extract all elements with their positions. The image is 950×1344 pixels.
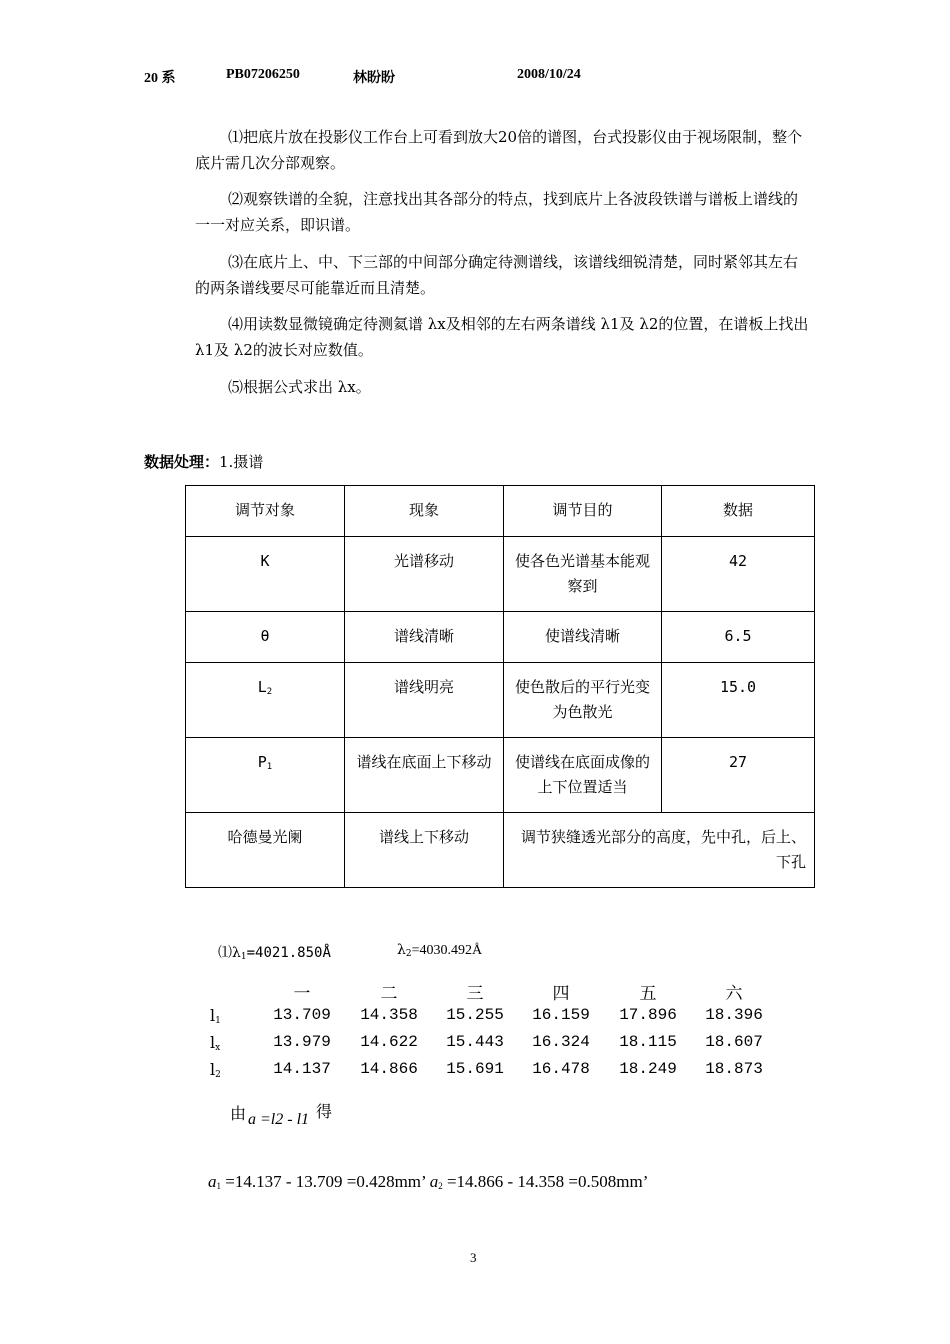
section-title: 数据处理： [144, 453, 220, 471]
reading-value: 16.324 [532, 1033, 590, 1051]
adjust-table [185, 485, 815, 888]
step-5: ⑸根据公式求出 λx。 [228, 378, 371, 396]
lambda-line [218, 942, 331, 962]
reading-value: 18.396 [705, 1006, 763, 1024]
table-cell-purpose: 使谱线在底面成像的上下位置适当 [504, 738, 662, 813]
section-heading [144, 451, 263, 472]
row-label: $l_1$ [210, 1006, 221, 1026]
column-header: 五 [639, 984, 657, 1004]
table-header: 现象 [345, 486, 504, 537]
table-cell-object [186, 738, 345, 813]
lambda2-value: =4030.492Å [411, 943, 483, 958]
section-subtitle: 1.摄谱 [219, 453, 264, 471]
object-subscript: 2 [266, 687, 273, 697]
a1-expression: =14.137 - 13.709 =0.428mm’ [225, 1172, 426, 1191]
lambda2-symbol: λ [397, 942, 406, 958]
step-2: ⑵观察铁谱的全貌，注意找出其各部分的特点，找到底片上各波段铁谱与谱板上谱线的一一对应关系，即识谱。 [195, 190, 799, 234]
table-cell-data: 27 [662, 738, 815, 813]
step-3: ⑶在底片上、中、下三部的中间部分确定待测谱线，该谱线细锐清楚，同时紧邻其左右的两条谱线要尽可能靠近而且清楚。 [195, 253, 799, 297]
table-row [186, 537, 815, 612]
a2-expression: =14.866 - 14.358 =0.508mm’ [446, 1172, 649, 1191]
calc-line [208, 1172, 648, 1192]
formula-de: 得 [316, 1102, 333, 1121]
lambda2-line [397, 942, 482, 959]
table-header: 调节目的 [504, 486, 662, 537]
reading-value: 14.622 [360, 1033, 418, 1051]
a1-label: a [208, 1172, 217, 1191]
lambda1-value: =4021.850Å [246, 945, 331, 961]
formula-you: 由 [230, 1104, 247, 1123]
a2-subscript: 2 [438, 1181, 443, 1191]
object-symbol: P [257, 753, 267, 771]
table-cell-object: K [186, 537, 345, 612]
table-cell-phenomenon: 光谱移动 [345, 537, 504, 612]
column-header: 一 [293, 984, 311, 1004]
table-cell-data: 42 [662, 537, 815, 612]
reading-value: 16.478 [532, 1060, 590, 1078]
lambda1-subscript: 1 [240, 952, 247, 962]
table-row [186, 738, 815, 813]
table-cell-phenomenon: 谱线清晰 [345, 612, 504, 663]
reading-value: 16.159 [532, 1006, 590, 1024]
table-cell-object: θ [186, 612, 345, 663]
header-student-id: PB07206250 [226, 67, 300, 82]
step-4: ⑷用读数显微镜确定待测氦谱 λx及相邻的左右两条谱线 λ1及 λ2的位置，在谱板上找出 λ1及 λ2的波长对应数值。 [195, 315, 809, 359]
reading-value: 17.896 [619, 1006, 677, 1024]
table-header-row [186, 486, 815, 537]
reading-value: 13.709 [273, 1006, 331, 1024]
table-row [186, 663, 815, 738]
object-subscript: 1 [266, 762, 273, 772]
a2-label: a [429, 1172, 439, 1191]
reading-value: 18.249 [619, 1060, 677, 1078]
table-cell-phenomenon: 谱线上下移动 [345, 813, 504, 888]
header-dept: 20 系 [144, 71, 176, 86]
object-symbol: L [257, 678, 267, 696]
reading-value: 13.979 [273, 1033, 331, 1051]
reading-value: 15.255 [446, 1006, 504, 1024]
table-cell-object [186, 663, 345, 738]
column-header: 三 [466, 984, 484, 1004]
lambda1-prefix: ⑴λ [218, 945, 241, 961]
column-header: 四 [552, 984, 570, 1004]
table-cell-data: 6.5 [662, 612, 815, 663]
reading-value: 15.691 [446, 1060, 504, 1078]
reading-value: 14.358 [360, 1006, 418, 1024]
table-cell-object: 哈德曼光阑 [186, 813, 345, 888]
column-header: 二 [380, 984, 398, 1004]
reading-value: 18.115 [619, 1033, 677, 1051]
step-1: ⑴把底片放在投影仪工作台上可看到放大20倍的谱图，台式投影仪由于视场限制，整个底片需几次分部观察。 [195, 128, 803, 172]
table-cell-phenomenon: 谱线明亮 [345, 663, 504, 738]
page-number: 3 [470, 1250, 477, 1265]
formula-expression: a =l2 - l1 [248, 1111, 310, 1128]
reading-value: 14.137 [273, 1060, 331, 1078]
reading-value: 14.866 [360, 1060, 418, 1078]
header-name: 林盼盼 [353, 71, 395, 86]
table-cell-purpose: 使各色光谱基本能观察到 [504, 537, 662, 612]
column-header: 六 [725, 984, 743, 1004]
table-header: 数据 [662, 486, 815, 537]
table-header: 调节对象 [186, 486, 345, 537]
header-date: 2008/10/24 [517, 67, 581, 82]
a1-subscript: 1 [216, 1181, 221, 1191]
table-row [186, 612, 815, 663]
reading-value: 18.873 [705, 1060, 763, 1078]
reading-value: 18.607 [705, 1033, 763, 1051]
row-label: $l_2$ [210, 1060, 221, 1080]
table-cell-purpose: 使色散后的平行光变为色散光 [504, 663, 662, 738]
table-row [186, 813, 815, 888]
row-label: $l_x$ [210, 1033, 221, 1053]
table-cell-purpose: 调节狭缝透光部分的高度，先中孔，后上、下孔 [504, 813, 815, 888]
table-cell-purpose: 使谱线清晰 [504, 612, 662, 663]
lambda2-subscript: 2 [405, 949, 412, 959]
reading-value: 15.443 [446, 1033, 504, 1051]
table-cell-phenomenon: 谱线在底面上下移动 [345, 738, 504, 813]
table-cell-data: 15.0 [662, 663, 815, 738]
